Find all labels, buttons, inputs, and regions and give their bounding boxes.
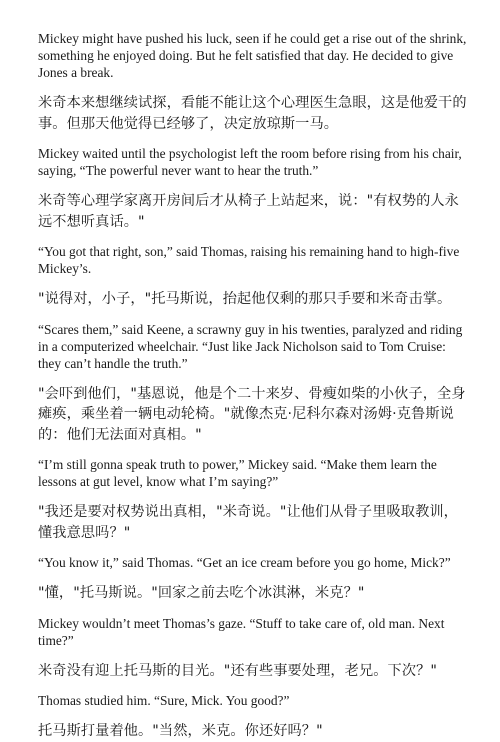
paragraph-en: “Scares them,” said Keene, a scrawny guy in his twenties, paralyzed and riding in a computerized wheelchair. “Just like Jack Nicholson said to Tom Cruise: they can’t handle the truth.” <box>38 321 463 371</box>
paragraph-en: “You got that right, son,” said Thomas, raising his remaining hand to high-five Mickey’s. <box>38 244 460 276</box>
paragraph-zh: 米奇等心理学家离开房间后才从椅子上站起来，说："有权势的人永远不想听真话。" <box>38 193 459 230</box>
paragraph-en: “I’m still gonna speak truth to power,” Mickey said. “Make them learn the lessons at gut level, know what I’m saying?” <box>38 457 437 489</box>
paragraph-en: Mickey waited until the psychologist left the room before rising from his chair, saying, “The powerful never want to hear the truth.” <box>38 146 462 178</box>
paragraph-zh: "会吓到他们，"基恩说，他是个二十来岁、骨瘦如柴的小伙子，全身瘫痪，乘坐着一辆电动轮椅。"就像杰克·尼科尔森对汤姆·克鲁斯说的：他们无法面对真相。" <box>38 385 466 443</box>
paragraph-en: “You know it,” said Thomas. “Get an ice cream before you go home, Mick?” <box>38 555 451 570</box>
paragraph-zh: 米奇没有迎上托马斯的目光。"还有些事要处理，老兄。下次？" <box>38 662 438 679</box>
paragraph-zh: 米奇本来想继续试探，看能不能让这个心理医生急眼，这是他爱干的事。但那天他觉得已经够了，决定放琼斯一马。 <box>38 95 467 132</box>
paragraph-en: Thomas studied him. “Sure, Mick. You good?” <box>38 693 290 708</box>
paragraph-en: Mickey might have pushed his luck, seen if he could get a rise out of the shrink, something he enjoyed doing. But he felt satisfied that day. He decided to give Jones a break. <box>38 31 467 80</box>
paragraph-en: Mickey wouldn’t meet Thomas’s gaze. “Stuff to take care of, old man. Next time?” <box>38 615 445 648</box>
paragraph-zh: "我还是要对权势说出真相，"米奇说。"让他们从骨子里吸取教训，懂我意思吗？" <box>38 504 458 541</box>
paragraph-zh: "说得对，小子，"托马斯说，抬起他仅剩的那只手要和米奇击掌。 <box>38 291 452 307</box>
paragraph-zh: "懂，"托马斯说。"回家之前去吃个冰淇淋，米克？" <box>38 585 365 601</box>
paragraph-zh: 托马斯打量着他。"当然，米克。你还好吗？" <box>38 723 323 739</box>
